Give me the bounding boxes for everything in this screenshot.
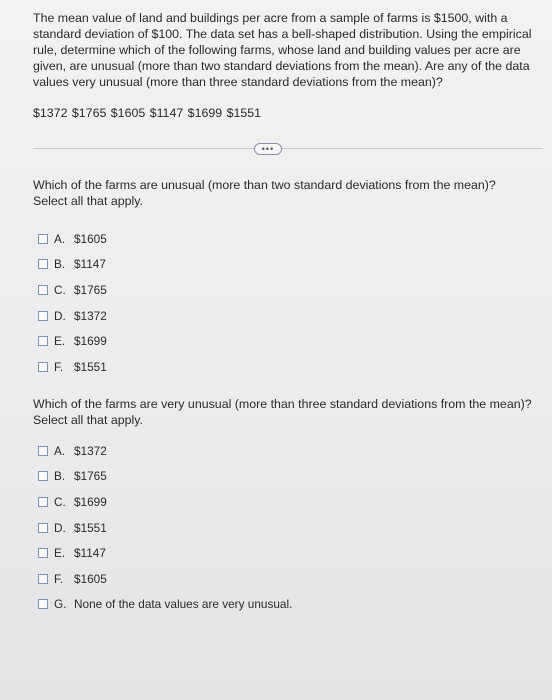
option-letter: B. <box>54 469 66 484</box>
option-letter: C. <box>54 282 66 297</box>
checkbox[interactable] <box>38 336 48 346</box>
q1-option-f[interactable] <box>38 354 107 380</box>
option-text: $1765 <box>74 469 107 484</box>
option-text: $1372 <box>74 443 107 458</box>
checkbox[interactable] <box>38 523 48 533</box>
checkbox[interactable] <box>38 311 48 321</box>
option-letter: B. <box>54 257 66 272</box>
q1-option-a[interactable] <box>38 226 107 252</box>
q2-option-a[interactable] <box>38 438 292 464</box>
checkbox[interactable] <box>38 285 48 295</box>
option-text: $1372 <box>74 308 107 323</box>
checkbox[interactable] <box>38 548 48 558</box>
q2-option-b[interactable] <box>38 464 292 490</box>
checkbox[interactable] <box>38 362 48 372</box>
option-letter: A. <box>54 231 66 246</box>
checkbox[interactable] <box>38 497 48 507</box>
problem-statement: The mean value of land and buildings per acre from a sample of farms is $1500, with a standard deviation of $100. The data set has a bell-shaped distribution. Using the empirical rule, determine which of the following farms, whose land and building values per acre are given, are unusual (more than two standard deviations from the mean). Are any of the data values very unusual (more than three standard deviations from the mean)? <box>33 11 532 89</box>
more-options-button[interactable]: ••• <box>254 143 282 155</box>
q1-option-b[interactable] <box>38 252 107 278</box>
option-text: $1147 <box>74 257 106 272</box>
option-letter: E. <box>54 334 66 349</box>
q1-option-c[interactable] <box>38 277 107 303</box>
option-letter: E. <box>54 546 66 561</box>
q1-option-d[interactable] <box>38 303 107 329</box>
option-letter: F. <box>54 359 64 374</box>
checkbox[interactable] <box>38 471 48 481</box>
question-1-prompt: Which of the farms are unusual (more than two standard deviations from the mean)? Select all that apply. <box>33 178 496 208</box>
q2-option-d[interactable] <box>38 515 292 541</box>
q2-option-f[interactable] <box>38 566 292 592</box>
option-letter: C. <box>54 494 66 509</box>
q2-option-g[interactable] <box>38 592 292 618</box>
option-text: $1699 <box>74 494 107 509</box>
option-text: $1605 <box>74 231 107 246</box>
option-text: $1147 <box>74 546 106 561</box>
q2-option-c[interactable] <box>38 489 292 515</box>
option-letter: D. <box>54 308 66 323</box>
option-text: $1605 <box>74 571 107 586</box>
option-letter: A. <box>54 443 66 458</box>
option-text: $1765 <box>74 282 107 297</box>
option-text: $1551 <box>74 359 107 374</box>
question-1-options <box>38 226 107 380</box>
checkbox[interactable] <box>38 446 48 456</box>
checkbox[interactable] <box>38 234 48 244</box>
q1-option-e[interactable] <box>38 328 107 354</box>
option-text: None of the data values are very unusual. <box>74 597 293 612</box>
question-2-prompt: Which of the farms are very unusual (more than three standard deviations from the mean)? Select all that apply. <box>33 397 532 427</box>
checkbox[interactable] <box>38 599 48 609</box>
checkbox[interactable] <box>38 259 48 269</box>
option-text: $1699 <box>74 334 107 349</box>
q2-option-e[interactable] <box>38 540 292 566</box>
option-text: $1551 <box>74 520 107 535</box>
option-letter: F. <box>54 571 64 586</box>
option-letter: G. <box>54 597 67 612</box>
section-divider <box>33 148 543 149</box>
data-values: $1372 $1765 $1605 $1147 $1699 $1551 <box>33 106 262 120</box>
option-letter: D. <box>54 520 66 535</box>
question-2-options <box>38 438 292 617</box>
checkbox[interactable] <box>38 574 48 584</box>
